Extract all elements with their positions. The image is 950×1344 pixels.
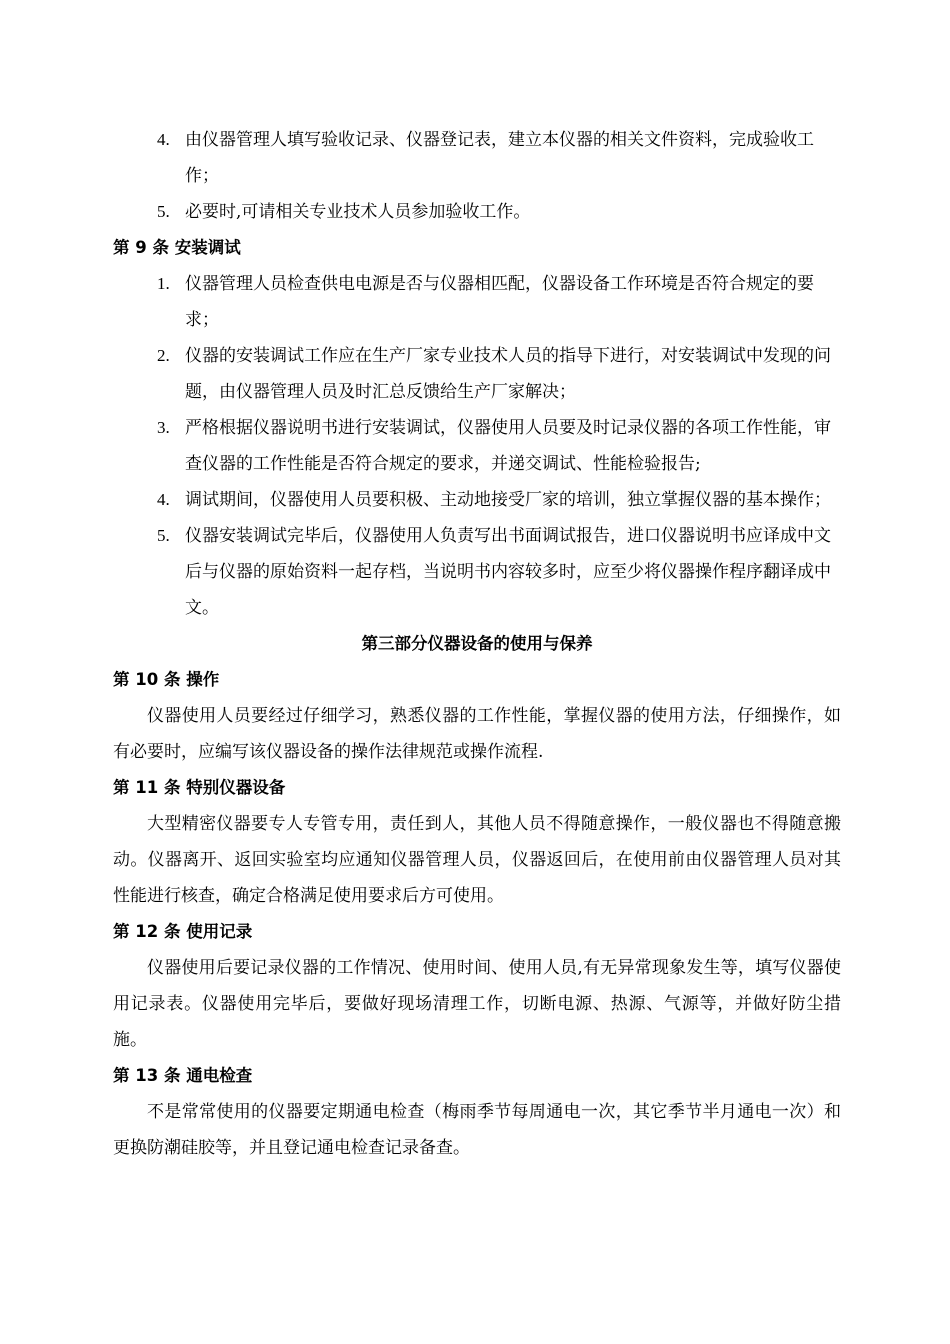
list-number: 1.: [157, 274, 170, 293]
article-10-heading: 第 10 条 操作: [113, 670, 220, 689]
list-text: 必要时,可请相关专业技术人员参加验收工作。: [185, 202, 531, 222]
list-number: 4.: [157, 130, 170, 149]
installation-list: [113, 266, 841, 626]
list-item: [113, 338, 841, 410]
list-item: [113, 122, 841, 194]
article-10-text: 仪器使用人员要经过仔细学习，熟悉仪器的工作性能，掌握仪器的使用方法，仔细操作，如有必要时，应编写该仪器设备的操作法律规范或操作流程.: [113, 706, 841, 762]
list-item: [113, 482, 841, 518]
list-item: [113, 518, 841, 626]
list-text: 仪器安装调试完毕后，仪器使用人负责写出书面调试报告，进口仪器说明书应译成中文后与仪器的原始资料一起存档，当说明书内容较多时，应至少将仪器操作程序翻译成中文。: [185, 526, 831, 618]
article-13-heading: 第 13 条 通电检查: [113, 1066, 253, 1085]
list-number: 4.: [157, 490, 170, 509]
document-body: [113, 122, 841, 1166]
article-11-text: 大型精密仪器要专人专管专用，责任到人，其他人员不得随意操作，一般仪器也不得随意搬动。仪器离开、返回实验室均应通知仪器管理人员，仪器返回后，在使用前由仪器管理人员对其性能进行核查，确定合格满足使用要求后方可使用。: [113, 814, 841, 906]
article-11-heading: 第 11 条 特别仪器设备: [113, 778, 286, 797]
article-9-heading: 第 9 条 安装调试: [113, 238, 241, 257]
list-number: 2.: [157, 346, 170, 365]
list-text: 严格根据仪器说明书进行安装调试，仪器使用人员要及时记录仪器的各项工作性能，审查仪器的工作性能是否符合规定的要求，并递交调试、性能检验报告;: [185, 418, 831, 474]
list-number: 5.: [157, 202, 170, 221]
article-13-text: 不是常常使用的仪器要定期通电检查（梅雨季节每周通电一次，其它季节半月通电一次）和更换防潮硅胶等，并且登记通电检查记录备查。: [113, 1102, 841, 1158]
list-text: 由仪器管理人填写验收记录、仪器登记表，建立本仪器的相关文件资料，完成验收工作；: [185, 130, 814, 186]
list-text: 仪器管理人员检查供电电源是否与仪器相匹配，仪器设备工作环境是否符合规定的要求；: [185, 274, 814, 330]
list-item: [113, 194, 841, 230]
list-number: 5.: [157, 526, 170, 545]
list-number: 3.: [157, 418, 170, 437]
list-text: 调试期间，仪器使用人员要积极、主动地接受厂家的培训，独立掌握仪器的基本操作；: [185, 490, 831, 510]
acceptance-list: [113, 122, 841, 230]
article-12-text: 仪器使用后要记录仪器的工作情况、使用时间、使用人员,有无异常现象发生等，填写仪器使用记录表。仪器使用完毕后，要做好现场清理工作，切断电源、热源、气源等，并做好防尘措施。: [113, 958, 841, 1050]
list-item: [113, 266, 841, 338]
section-title: 第三部分仪器设备的使用与保养: [361, 634, 593, 653]
article-12-heading: 第 12 条 使用记录: [113, 922, 253, 941]
list-item: [113, 410, 841, 482]
list-text: 仪器的安装调试工作应在生产厂家专业技术人员的指导下进行，对安装调试中发现的问题，由仪器管理人员及时汇总反馈给生产厂家解决；: [185, 346, 831, 402]
